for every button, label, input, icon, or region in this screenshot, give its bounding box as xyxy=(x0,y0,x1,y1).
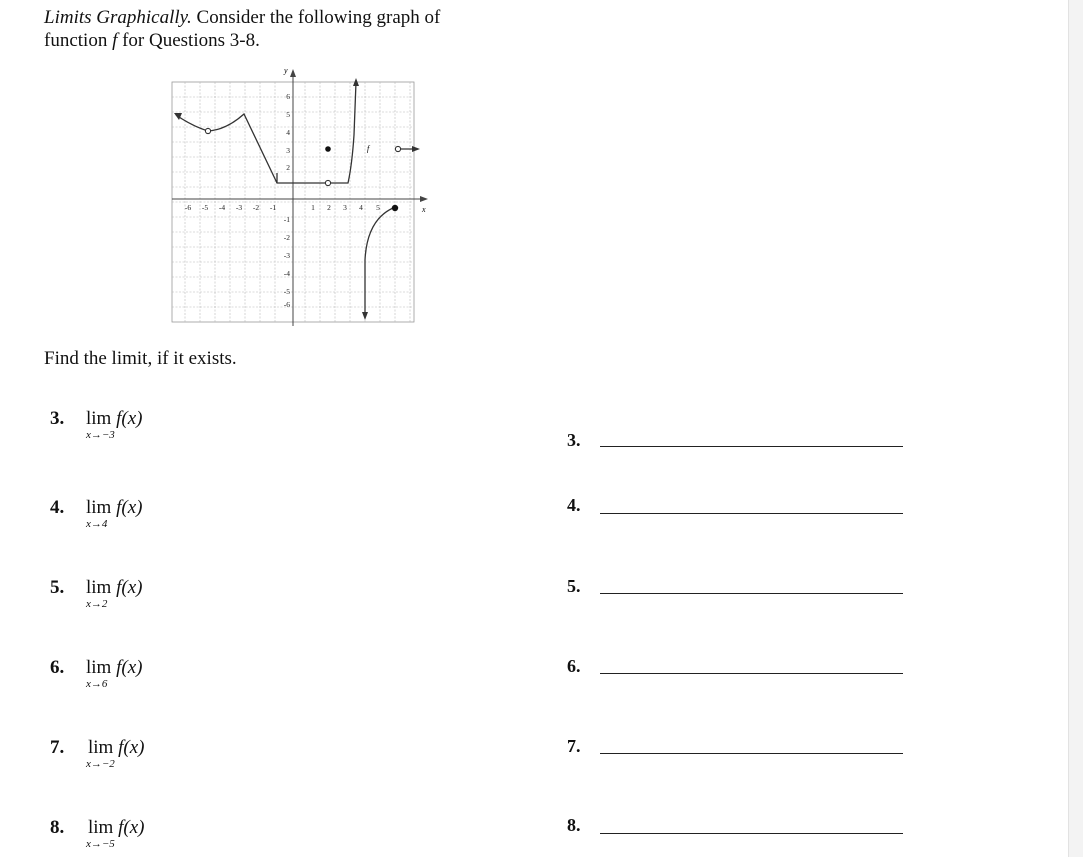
x-tick-label: -3 xyxy=(235,203,243,212)
answer-label: 4. xyxy=(567,495,581,515)
y-tick-label: -3 xyxy=(283,251,290,260)
y-tick-label: 6 xyxy=(286,92,290,101)
limit-expression xyxy=(86,657,142,679)
y-axis-arrow-icon xyxy=(290,69,296,77)
answer-label: 6. xyxy=(567,656,581,676)
y-axis-label: y xyxy=(284,66,288,75)
y-tick-label: 5 xyxy=(286,110,290,119)
answer-blank-8[interactable] xyxy=(600,833,903,834)
function-expression: f(x) xyxy=(116,657,143,678)
limit-subscript: x→4 xyxy=(86,518,108,530)
limit-expression xyxy=(86,577,142,599)
limit-subscript: x→−5 xyxy=(86,838,115,850)
answer-blank-7[interactable] xyxy=(600,753,903,754)
limit-expression xyxy=(88,737,144,759)
lim-word: lim xyxy=(86,577,112,598)
question-number: 5. xyxy=(50,577,65,598)
answer-label: 7. xyxy=(567,736,581,756)
y-tick-label: 3 xyxy=(286,146,290,155)
question-number: 6. xyxy=(50,657,65,678)
filled-point-marker xyxy=(325,146,331,152)
answer-blank-6[interactable] xyxy=(600,673,903,674)
question-number: 7. xyxy=(50,737,65,758)
answer-blank-3[interactable] xyxy=(600,446,903,447)
function-expression: f(x) xyxy=(116,577,143,598)
intro-title: Limits Graphically. xyxy=(44,7,192,28)
x-tick-label: 3 xyxy=(343,203,347,212)
limit-subscript: x→−3 xyxy=(86,429,115,441)
limit-expression xyxy=(88,817,144,839)
instruction-text: Find the limit, if it exists. xyxy=(44,348,237,369)
y-tick-label: -1 xyxy=(283,215,290,224)
x-tick-label: -2 xyxy=(252,203,260,212)
intro-line2-b: for Questions 3-8. xyxy=(117,30,260,51)
question-number: 8. xyxy=(50,817,65,838)
function-graph xyxy=(160,60,435,330)
x-tick-label: 5 xyxy=(376,203,380,212)
lim-word: lim xyxy=(86,657,112,678)
function-expression: f(x) xyxy=(116,497,143,518)
open-point-marker xyxy=(205,128,210,133)
limit-subscript: x→6 xyxy=(86,678,108,690)
y-tick-label: -4 xyxy=(283,269,290,278)
x-axis-label: x xyxy=(422,205,426,214)
answer-label: 8. xyxy=(567,815,581,835)
answer-label: 3. xyxy=(567,430,581,450)
function-label: f xyxy=(367,144,370,153)
intro-function-name: f xyxy=(112,30,118,51)
limit-expression xyxy=(86,408,142,430)
intro-line2-a: function xyxy=(44,30,113,51)
intro-title-rest: Consider the following graph of xyxy=(191,7,441,28)
intro-text xyxy=(44,6,440,52)
right-ray-arrow-icon xyxy=(412,146,420,152)
open-point-marker xyxy=(325,180,330,185)
limit-subscript: x→2 xyxy=(86,598,108,610)
function-expression: f(x) xyxy=(118,817,145,838)
x-tick-label: -5 xyxy=(201,203,209,212)
intro-line-2 xyxy=(44,29,440,52)
intro-line-1 xyxy=(44,6,440,29)
x-tick-label: 2 xyxy=(327,203,331,212)
y-tick-label: -5 xyxy=(283,287,290,296)
limit-expression xyxy=(86,497,142,519)
y-tick-label: 4 xyxy=(286,128,290,137)
answer-blank-4[interactable] xyxy=(600,513,903,514)
x-axis-arrow-icon xyxy=(420,196,428,202)
scrollbar-track[interactable] xyxy=(1068,0,1083,857)
function-expression: f(x) xyxy=(116,408,143,429)
x-tick-label: -6 xyxy=(184,203,192,212)
filled-point-marker xyxy=(392,205,398,211)
answer-blank-5[interactable] xyxy=(600,593,903,594)
lim-word: lim xyxy=(86,497,112,518)
y-tick-label: -6 xyxy=(283,300,290,309)
limit-subscript: x→−2 xyxy=(86,758,115,770)
lim-word: lim xyxy=(88,817,114,838)
x-tick-label: -1 xyxy=(269,203,277,212)
x-tick-label: -4 xyxy=(218,203,226,212)
open-point-marker xyxy=(395,146,400,151)
x-tick-label: 4 xyxy=(359,203,363,212)
y-tick-label: 2 xyxy=(286,163,290,172)
lim-word: lim xyxy=(86,408,112,429)
x-tick-label: 1 xyxy=(311,203,315,212)
question-number: 3. xyxy=(50,408,65,429)
question-number: 4. xyxy=(50,497,65,518)
function-expression: f(x) xyxy=(118,737,145,758)
lim-word: lim xyxy=(88,737,114,758)
y-tick-label: -2 xyxy=(283,233,290,242)
answer-label: 5. xyxy=(567,576,581,596)
